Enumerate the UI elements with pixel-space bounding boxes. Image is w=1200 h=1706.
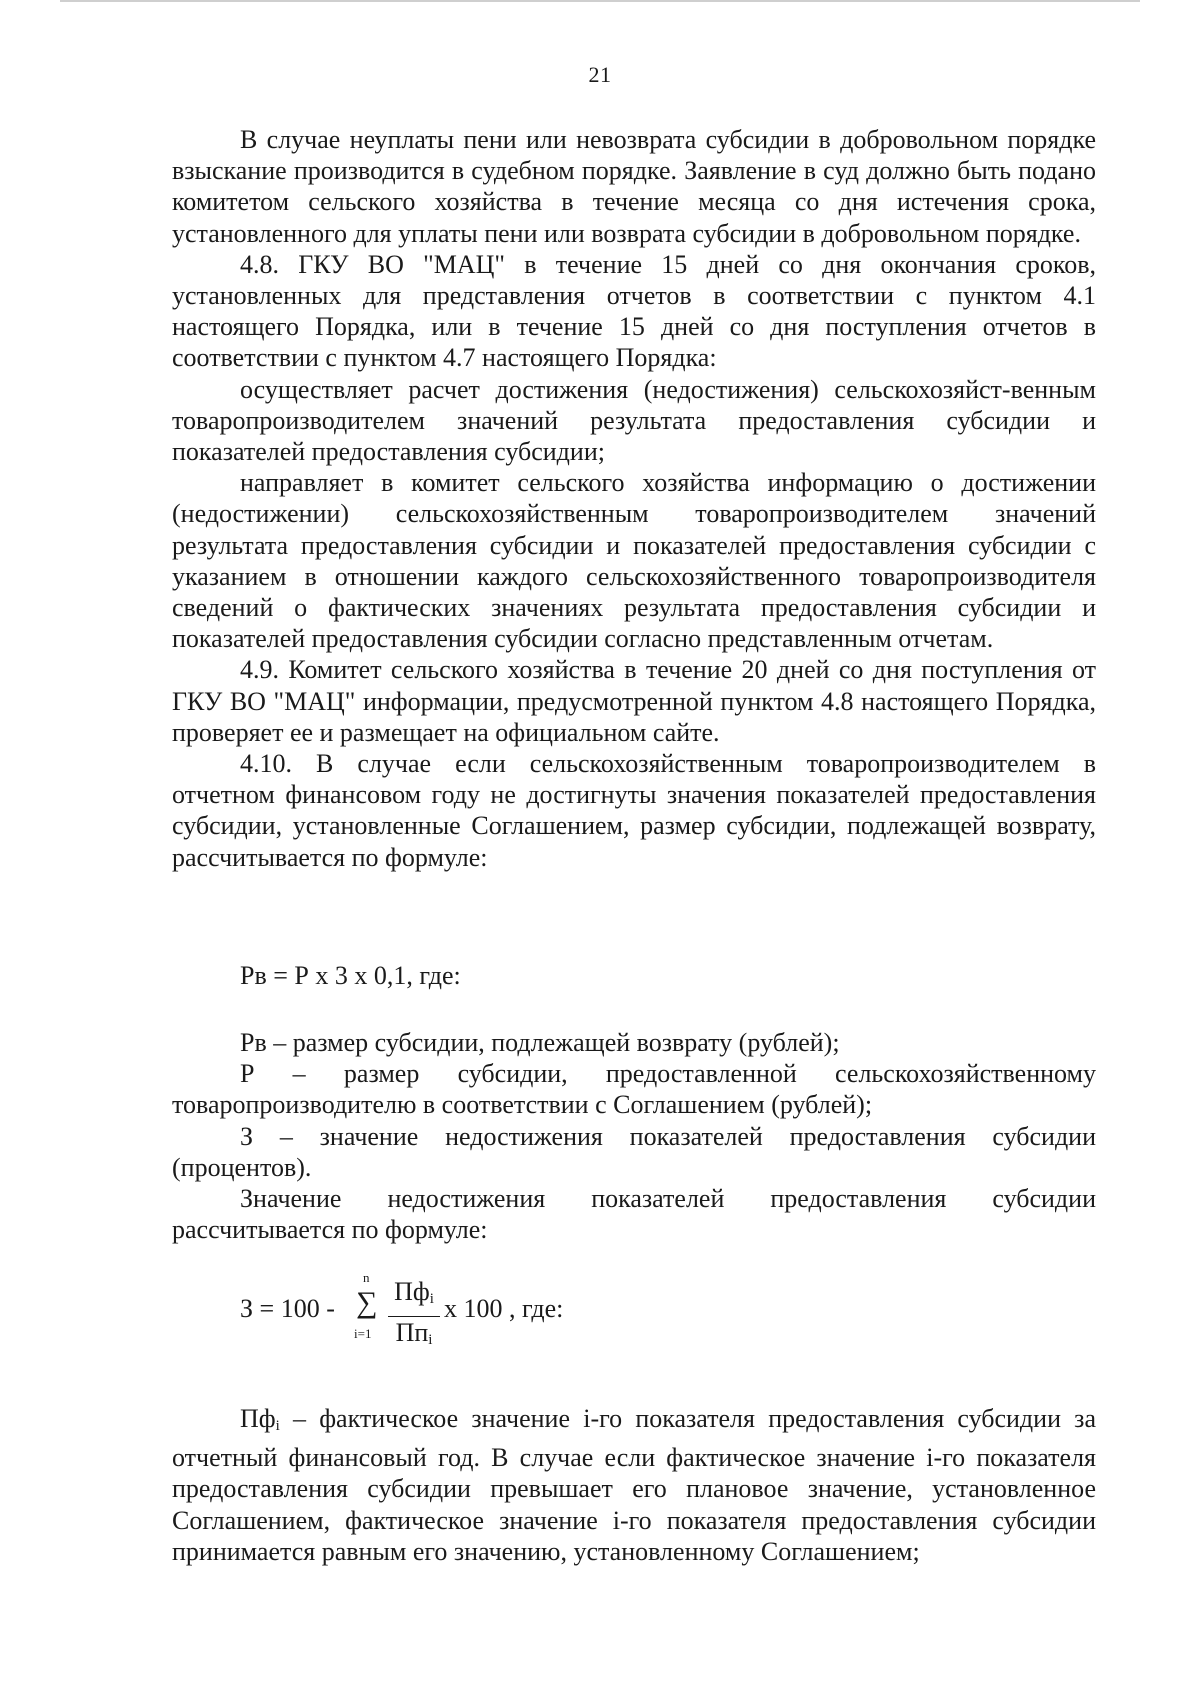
sum-upper-limit: n xyxy=(363,1270,370,1285)
paragraph-refund-court: В случае неуплаты пени или невозврата субсидии в добровольном порядке взыскание производится в судебном порядке. Заявление в суд должно быть подано комитетом сельского хозяйства в течение месяца со дня истечения срока, установленного для уплаты пени или возврата субсидии в добровольном порядке. xyxy=(172,125,1096,248)
sum-lower-limit: i=1 xyxy=(354,1326,372,1341)
term-pf: Пф xyxy=(240,1404,276,1433)
fraction-numerator: $Пф_i$ xyxy=(388,1278,440,1317)
text-block-definitions xyxy=(172,1027,1096,1245)
formula-lead: З = 100 - xyxy=(240,1294,335,1323)
paragraph-z-formula-intro: Значение недостижения показателей предоставления субсидии рассчитывается по формуле: xyxy=(172,1184,1096,1245)
fraction-denominator: $Пп_i$ xyxy=(395,1318,433,1348)
sigma-symbol: ∑ xyxy=(356,1286,378,1319)
definition-pf-text: – фактическое значение i-го показателя предоставления субсидии за отчетный финансовый год. В случае если фактическое значение i-го показателя предоставления субсидии превышает его плановое значение, установленное Соглашением, фактическое значение i-го показателя предоставления субсидии принимается равным его значению, установленному Соглашением; xyxy=(172,1404,1096,1566)
summation xyxy=(354,1270,380,1350)
definition-r: Р – размер субсидии, предоставленной сельскохозяйственному товаропроизводителю в соответствии с Соглашением (рублей); xyxy=(172,1059,1096,1120)
paragraph-4-8-send: направляет в комитет сельского хозяйства информацию о достижении (недостижении) сельскохозяйственным товаропроизводителем значений результата предоставления субсидии и показателей предоставления субсидии с указанием в отношении каждого сельскохозяйственного товаропроизводителя сведений о фактических значениях результата предоставления субсидии и показателей предоставления субсидии согласно представленным отчетам. xyxy=(172,468,1096,654)
paragraph-4-8-calc: осуществляет расчет достижения (недостижения) сельскохозяйст-венным товаропроизводителем значений результата предоставления субсидии и показателей предоставления субсидии; xyxy=(172,374,1096,467)
page-number: 21 xyxy=(588,62,612,87)
formula-trail: x 100 , где: xyxy=(444,1294,564,1323)
definition-rv: Рв – размер субсидии, подлежащей возврату (рублей); xyxy=(240,1028,840,1057)
paragraph-4-9: 4.9. Комитет сельского хозяйства в течение 20 дней со дня поступления от ГКУ ВО "МАЦ" информации, предусмотренной пунктом 4.8 настоящего Порядка, проверяет ее и размещает на официальном сайте. xyxy=(172,655,1096,747)
text-block-pf-definition xyxy=(172,1403,1096,1567)
paragraph-4-10: 4.10. В случае если сельскохозяйственным товаропроизводителем в отчетном финансовом году не достигнуты значения показателей предоставления субсидии, установленные Соглашением, размер субсидии, подлежащей возврату, рассчитывается по формуле: xyxy=(172,749,1096,872)
text-block-main xyxy=(172,124,1096,873)
scan-top-edge xyxy=(60,0,1140,2)
definition-z: З – значение недостижения показателей предоставления субсидии (процентов). xyxy=(172,1121,1096,1182)
formula-shortfall xyxy=(240,1270,840,1350)
fraction xyxy=(388,1278,440,1354)
term-pf-subscript: i xyxy=(275,1418,280,1434)
formula-refund: Рв = Р x 3 x 0,1, где: xyxy=(240,961,461,990)
definition-pf xyxy=(172,1403,1096,1567)
paragraph-4-8: 4.8. ГКУ ВО "МАЦ" в течение 15 дней со дня окончания сроков, установленных для представления отчетов в соответствии с пунктом 4.1 настоящего Порядка, или в течение 15 дней со дня поступления отчетов в соответствии с пунктом 4.7 настоящего Порядка: xyxy=(172,249,1096,373)
